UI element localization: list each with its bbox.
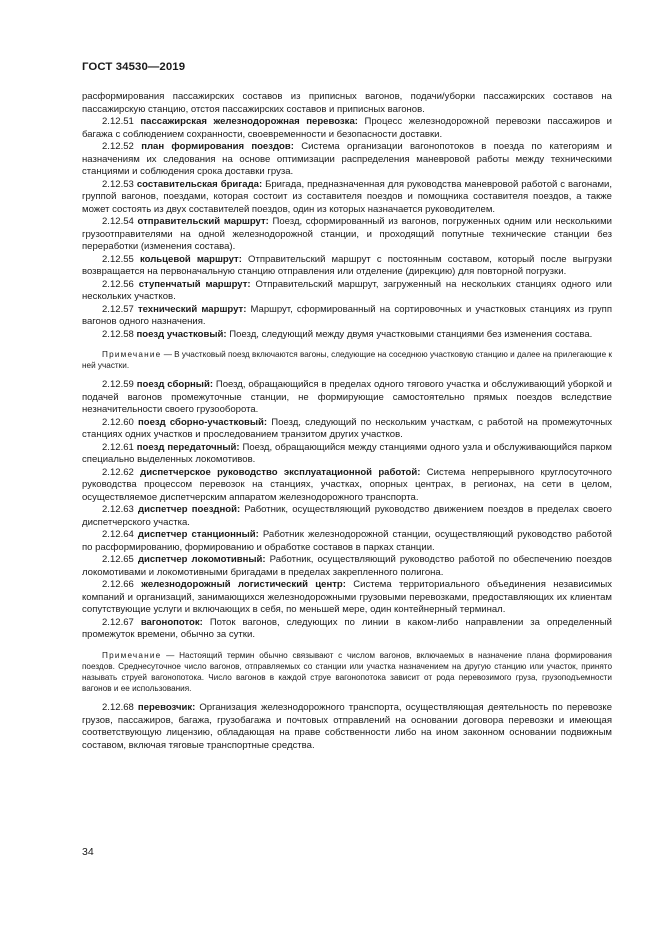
term-number: 2.12.64 xyxy=(102,529,134,541)
term-definition: Поезд, обращающийся в пределах одного тягового участка и обслуживающий уборкой и подачей вагонов промежуточные станции, не формирующие самостоятельно прямых поездов вследствие незначительности своего грузооборота. xyxy=(82,379,612,416)
page-number: 34 xyxy=(82,846,94,858)
term-name: пассажирская железнодорожная перевозка: xyxy=(140,116,358,127)
term-entry xyxy=(82,702,612,752)
entries-group-1 xyxy=(82,116,612,341)
term-definition: Работник, осуществляющий руководство работой по обеспечению поездов локомотивами и локомотивными бригадами в пределах закрепленного полигона. xyxy=(82,554,613,578)
term-number: 2.12.68 xyxy=(102,702,134,714)
term-entry xyxy=(82,417,612,442)
term-entry xyxy=(82,579,612,617)
term-entry xyxy=(82,141,612,179)
term-entry xyxy=(82,554,612,579)
term-name: железнодорожный логистический центр: xyxy=(141,579,346,591)
term-entry xyxy=(82,254,612,279)
term-definition: Отправительский маршрут, загруженный на нескольких станциях одного или нескольких участков. xyxy=(82,278,612,302)
term-definition: Система территориального объединения независимых компаний и организаций, занимающихся железнодорожными грузовыми перевозками, предоставляющих их клиентам сопутствующие услуги и включающих в себя, по меньшей мере, один контейнерный терминал. xyxy=(82,579,612,616)
note-text: — Настоящий термин обычно связывают с числом вагонов, включаемых в назначение плана формирования поездов. Среднесуточное число вагонов, отправляемых со станции или участка назначением на другую станцию или участок, принято называть струей вагонопотока. Число вагонов в каждой струе вагонопотока зависит от рода перевозимого груза, грузоподъемности вагонов и ее использования. xyxy=(82,650,612,693)
note-label: Примечание xyxy=(102,350,162,359)
term-number: 2.12.67 xyxy=(102,616,134,628)
term-number: 2.12.57 xyxy=(102,303,134,315)
term-name: диспетчер локомотивный: xyxy=(137,554,266,566)
term-name: составительская бригада: xyxy=(136,178,263,190)
term-number: 2.12.63 xyxy=(102,504,134,516)
term-number: 2.12.53 xyxy=(102,178,134,190)
term-name: поезд сборный: xyxy=(136,379,213,391)
document-body xyxy=(82,91,612,752)
term-definition: Отправительский маршрут с постоянным составом, который после выгрузки возвращается на первоначальную станцию отправления или отделение (дирекцию) для повторной погрузки. xyxy=(82,253,612,277)
entries-group-2 xyxy=(82,379,612,642)
term-name: диспетчер поездной: xyxy=(138,504,241,516)
term-definition: Поезд, следующий по нескольким участкам, с работой на промежуточных станциях одних участков и проследованием транзитом других участков. xyxy=(82,416,613,441)
intro-paragraph: расформирования пассажирских составов из приписных вагонов, подачи/уборки пассажирских составов на пассажирскую станцию, отстоя пассажирских составов и приписных вагонов. xyxy=(82,91,612,115)
term-number: 2.12.59 xyxy=(102,379,134,391)
term-definition: Бригада, предназначенная для руководства маневровой работой с вагонами, группой вагонов, поездами, которая состоит из составителя поездов и помощника составителя поездов, а также может состоять из двух составителей поездов, один из которых назначается руководителем. xyxy=(82,178,612,215)
note-1 xyxy=(82,349,612,371)
note-label: Примечание xyxy=(102,650,162,660)
term-name: план формирования поездов: xyxy=(141,141,294,152)
term-definition: Поезд, обращающийся между станциями одного узла и обслуживающийся парком специально выделенных локомотивов. xyxy=(82,441,612,466)
term-entry xyxy=(82,529,612,554)
term-number: 2.12.54 xyxy=(102,216,134,227)
term-name: диспетчер станционный: xyxy=(137,529,259,541)
term-name: поезд передаточный: xyxy=(136,441,240,453)
term-name: отправительский маршрут: xyxy=(137,216,269,227)
term-definition: Работник железнодорожной станции, осуществляющий руководство работой по расформированию, формированию и обработке составов в парках станции. xyxy=(82,529,612,553)
term-entry xyxy=(82,617,612,642)
term-name: поезд участковый: xyxy=(136,328,227,340)
term-definition: Поезд, сформированный из вагонов, погруженных одним или несколькими грузоотправителями на одной железнодорожной станции, и проходящий попутные технические станции без переработки (изменения состава). xyxy=(82,216,613,252)
term-name: поезд сборно-участковый: xyxy=(138,416,268,428)
term-name: диспетчерское руководство эксплуатационной работой: xyxy=(140,466,421,478)
term-number: 2.12.52 xyxy=(102,141,134,152)
term-definition: Маршрут, сформированный на сортировочных и участковых станциях из групп вагонов одного назначения. xyxy=(82,303,613,327)
term-name: перевозчик: xyxy=(137,702,196,714)
term-name: ступенчатый маршрут: xyxy=(138,278,251,290)
term-number: 2.12.60 xyxy=(102,416,134,428)
term-number: 2.12.56 xyxy=(102,278,134,290)
term-entry xyxy=(82,379,612,417)
term-number: 2.12.61 xyxy=(102,441,134,453)
term-entry xyxy=(82,442,612,467)
term-definition: Процесс железнодорожной перевозки пассажиров и багажа с соблюдением сохранности, своевременности и безопасности доставки. xyxy=(82,116,613,140)
term-entry xyxy=(82,279,612,304)
term-definition: Система организации вагонопотоков в поезда по категориям и назначениям их следования на основе оптимизации распределения маневровой работы между техническими станциями и соблюдения срока доставки груза. xyxy=(82,141,613,177)
term-number: 2.12.51 xyxy=(102,116,134,127)
term-entry xyxy=(82,116,612,141)
term-entry xyxy=(82,329,612,342)
term-entry xyxy=(82,304,612,329)
term-name: технический маршрут: xyxy=(137,303,247,315)
term-definition: Работник, осуществляющий руководство движением поездов в пределах своего диспетчерского участка. xyxy=(82,504,612,528)
term-name: кольцевой маршрут: xyxy=(139,253,242,265)
term-entry xyxy=(82,504,612,529)
term-number: 2.12.58 xyxy=(102,328,134,340)
term-name: вагонопоток: xyxy=(140,616,203,628)
term-entry xyxy=(82,467,612,505)
term-definition: Поезд, следующий между двумя участковыми станциями без изменения состава. xyxy=(229,328,593,340)
term-number: 2.12.66 xyxy=(102,579,134,591)
entries-group-3 xyxy=(82,702,612,752)
term-definition: Организация железнодорожного транспорта, осуществляющая деятельность по перевозке грузов, пассажиров, багажа, грузобагажа и почтовых отправлений на основании договора перевозки и имеющая соответствующую лицензию, обладающая на праве собственности либо на ином законном основании подвижным составом, включая тяговые транспортные средства. xyxy=(82,702,613,751)
term-entry xyxy=(82,216,612,254)
term-number: 2.12.62 xyxy=(102,466,134,478)
term-definition: Поток вагонов, следующих по линии в каком-либо направлении за определенный промежуток времени, обычно за сутки. xyxy=(82,616,613,641)
note-text: — В участковый поезд включаются вагоны, следующие на соседнюю участковую станцию и далее на прилегающие к ней участки. xyxy=(82,350,612,371)
document-header: ГОСТ 34530—2019 xyxy=(82,61,186,73)
term-number: 2.12.55 xyxy=(102,253,134,265)
term-definition: Система непрерывного круглосуточного руководства процессом перевозок на станциях, участках, опорных центрах, в регионах, на сети в целом, осуществляемое диспетчерским аппаратом железнодорожного транспорта. xyxy=(82,466,612,503)
note-2 xyxy=(82,650,612,694)
term-entry xyxy=(82,179,612,217)
term-number: 2.12.65 xyxy=(102,554,134,566)
